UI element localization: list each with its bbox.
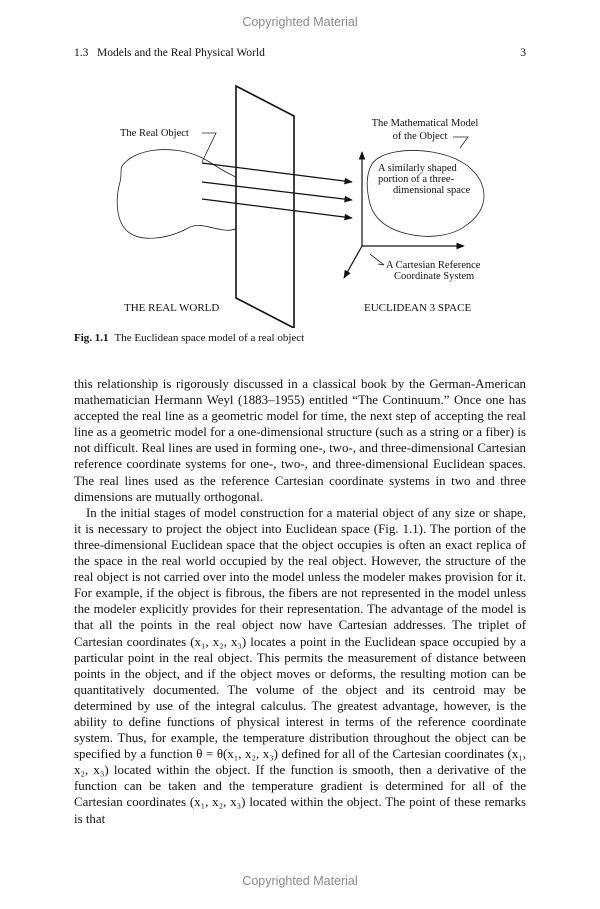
figure-1-1 <box>60 78 540 328</box>
math-model-leader <box>453 137 468 148</box>
figure-caption <box>74 332 526 344</box>
figure-caption-label: Fig. 1.1 <box>74 332 109 344</box>
paragraph-continuation: this relationship is rigorously discussed in a classical book by the German-American mathematician Hermann Weyl (1883–1955) entitled “The Continuum.” Once one has accepted the real line as a geometric model for time, the next step of accepting the real line as a geometric model for a one-dimensional structure (such as a string or a fiber) is not difficult. Real lines are used in forming one-, two-, and three-dimensional Cartesian reference coordinate systems for one-, two-, and three-dimensional Euclidean spaces. The real lines used as the reference Cartesian coordinate systems in two and three dimensions are mutually orthogonal. <box>74 377 526 504</box>
label-cartesian-line1: A Cartesian Reference <box>386 260 481 271</box>
running-head-title <box>74 47 265 59</box>
paragraph-model-construction: In the initial stages of model construction for a material object of any size or shape, it is necessary to project the object into Euclidean space (Fig. 1.1). The portion of the three-dimensional Euclidean space that the object occupies is often an exact replica of the space in the real world occupied by the real object. However, the structure of the real object is not carried over into the model unless the modeler makes provision for it. For example, if the object is fibrous, the fibers are not represented in the model unless the modeler explicitly provides for their representation. The advantage of the model is that all the points in the real object now have Cartesian addresses. The triplet of Cartesian coordinates (x₁, x₂, x₃) locates a point in the Euclidean space occupied by a particular point in the real object. This permits the measurement of distance between points in the object, and if the object moves or deforms, the resulting motion can be quantitatively documented. The volume of the object and its centroid may be determined by use of the integral calculus. The greatest advantage, however, is the ability to define functions of physical interest in terms of the reference coordinate system. Thus, for example, the temperature distribution throughout the object can be specified by a function θ = θ(x₁, x₂, x₃) defined for all of the Cartesian coordinates (x₁, x₂, x₃) located within the object. If the function is smooth, then a derivative of the function can be taken and the temperature gradient is determined for all of the Cartesian coordinates (x₁, x₂, x₃) located within the object. The point of these remarks is that <box>74 505 526 826</box>
label-cartesian-line2: Coordinate System <box>394 271 475 282</box>
label-math-model-line1: The Mathematical Model <box>371 118 479 129</box>
body-text <box>74 376 526 827</box>
page-number: 3 <box>520 47 526 59</box>
coordinate-axis-depth <box>344 246 362 278</box>
cartesian-leader <box>370 254 384 265</box>
label-real-object: The Real Object <box>120 128 189 139</box>
watermark-bottom: Copyrighted Material <box>242 874 358 888</box>
euclidean-model-diagram <box>60 78 540 328</box>
real-object-shape <box>117 150 254 239</box>
label-portion-line2: portion of a three- <box>378 174 455 185</box>
label-portion-line1: A similarly shaped <box>378 163 457 174</box>
label-euclidean-space: EUCLIDEAN 3 SPACE <box>364 302 472 314</box>
watermark-top: Copyrighted Material <box>242 15 358 29</box>
figure-caption-text: The Euclidean space model of a real object <box>114 332 305 344</box>
real-object-leader <box>202 133 216 162</box>
label-real-world: THE REAL WORLD <box>124 302 220 314</box>
label-portion-line3: dimensional space <box>393 185 471 196</box>
section-number: 1.3 <box>74 47 89 59</box>
label-math-model-line2: of the Object <box>392 131 448 142</box>
section-title: Models and the Real Physical World <box>97 47 265 59</box>
